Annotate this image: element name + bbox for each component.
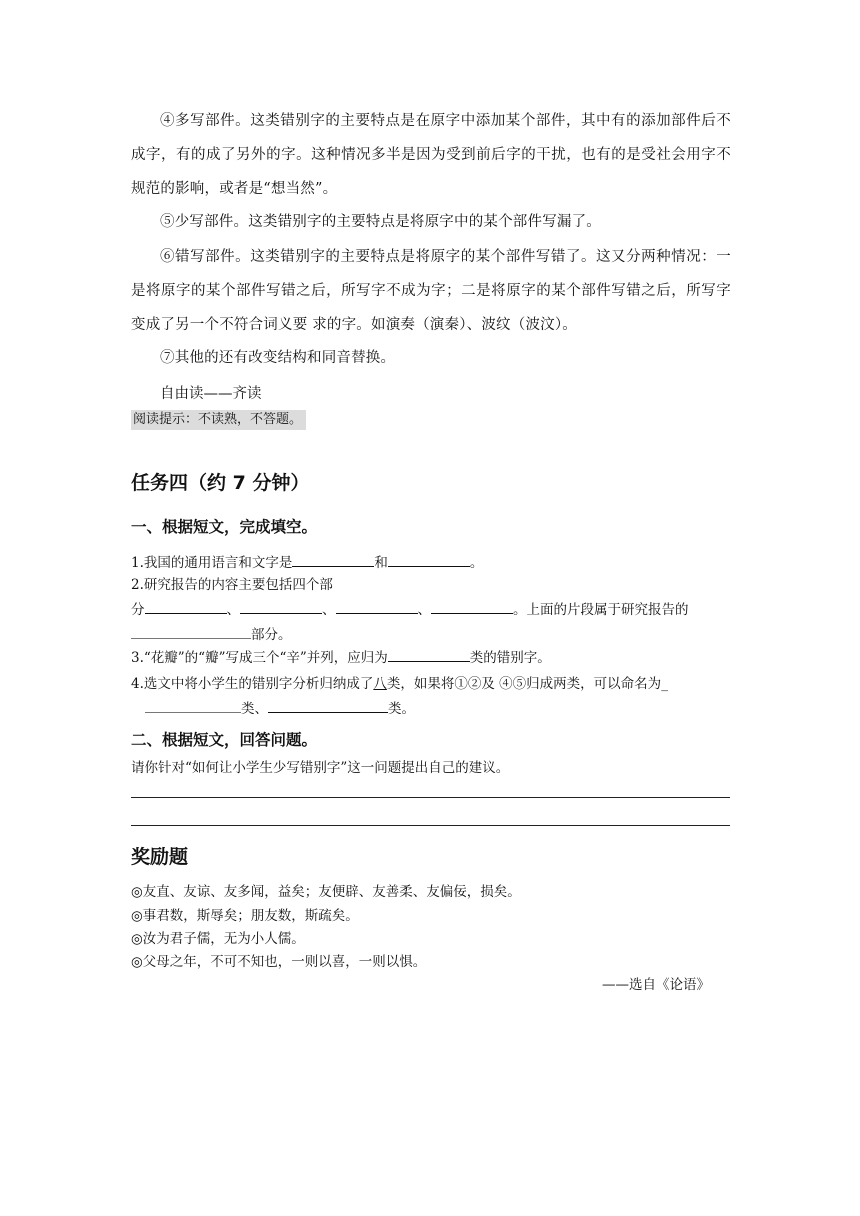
- question-2: [131, 574, 731, 647]
- q2-sep-1: 、: [226, 602, 240, 618]
- q2-blank-4[interactable]: [431, 597, 513, 614]
- q2-sep-3: 、: [417, 602, 431, 618]
- q1-text-a: 1.我国的通用语言和文字是: [131, 555, 293, 571]
- bonus-line-1: ◎友直、友谅、友多闻，益矣；友便辟、友善柔、友偏佞，损矣。: [131, 884, 521, 900]
- q2-blank-2[interactable]: [240, 597, 322, 614]
- q1-text-c: 。: [469, 555, 484, 571]
- bonus-line-2: ◎事君数，斯辱矣；朋友数，斯疏矣。: [131, 908, 359, 924]
- question-1: [131, 550, 731, 575]
- q2-blank-1[interactable]: [145, 597, 227, 614]
- q4-text-c: _: [661, 676, 668, 692]
- free-read-instruction: 自由读——齐读: [160, 386, 262, 402]
- q3-text-a: 3.“花瓣”的“瓣”写成三个“辛”并列，应归为: [131, 650, 388, 666]
- paragraph-6: ⑥错写部件。这类错别字的主要特点是将原字的某个部件写错了。这又分两种情况：一是将原字的某个部件写错之后，所写字不成为字；二是将原字的某个部件写错之后，所写字变成了另一个不符合词义要 求的字。如演奏（演秦）、波纹（波汶）。: [131, 249, 731, 333]
- bonus-line-3: ◎汝为君子儒，无为小人儒。: [131, 931, 305, 947]
- answer-line-2[interactable]: [131, 825, 730, 826]
- answer-line-1[interactable]: [131, 797, 730, 798]
- bonus-line-4: ◎父母之年，不可不知也，一则以喜，一则以惧。: [131, 954, 427, 970]
- paragraph-5: ⑤少写部件。这类错别字的主要特点是将原字中的某个部件写漏了。: [160, 214, 601, 230]
- q2-text-c: 部分。: [251, 627, 292, 643]
- q4-text-e: 类。: [388, 701, 415, 717]
- q2-text-b: 。上面的片段属于研究报告的: [513, 602, 689, 618]
- q1-text-b: 和: [374, 555, 388, 571]
- q1-blank-1[interactable]: [292, 550, 374, 567]
- q2-blank-3[interactable]: [336, 597, 418, 614]
- q2-blank-5[interactable]: [131, 622, 251, 639]
- q3-text-b: 类的错别字。: [469, 650, 551, 666]
- q4-underlined-count: 八: [373, 676, 387, 692]
- q2-sep-2: 、: [322, 602, 336, 618]
- bonus-title: 奖励题: [131, 846, 189, 868]
- reading-hint: 阅读提示：不读熟，不答题。: [131, 410, 306, 430]
- task4-title: 任务四（约 7 分钟）: [131, 472, 310, 494]
- q4-text-a: 4.选文中将小学生的错别字分析归纳成了: [131, 676, 374, 692]
- q4-text-b: 类，如果将①②及 ④⑤归成两类，可以命名为: [386, 676, 662, 692]
- bonus-source: ——选自《论语》: [602, 977, 710, 993]
- q3-blank[interactable]: [388, 645, 470, 662]
- q4-blank-1[interactable]: [145, 696, 241, 713]
- q4-text-d: 类、: [241, 701, 268, 717]
- question-5: 请你针对“如何让小学生少写错别字”这一问题提出自己的建议。: [131, 760, 510, 776]
- paragraph-7: ⑦其他的还有改变结构和同音替换。: [160, 350, 396, 366]
- question-3: [131, 645, 731, 670]
- paragraph-4: ④多写部件。这类错别字的主要特点是在原字中添加某个部件，其中有的添加部件后不成字，有的成了另外的字。这种情况多半是因为受到前后字的干扰，也有的是受社会用字不规范的影响，或者是“想当然”。: [131, 113, 731, 197]
- question-4: [131, 673, 731, 721]
- section1-heading: 一、根据短文，完成填空。: [131, 518, 318, 536]
- section2-heading: 二、根据短文，回答问题。: [131, 731, 318, 749]
- q1-blank-2[interactable]: [388, 550, 470, 567]
- q2-text-a: 分: [131, 602, 145, 618]
- q4-blank-2[interactable]: [268, 696, 388, 713]
- q2-line-1: 2.研究报告的内容主要包括四个部: [131, 577, 333, 593]
